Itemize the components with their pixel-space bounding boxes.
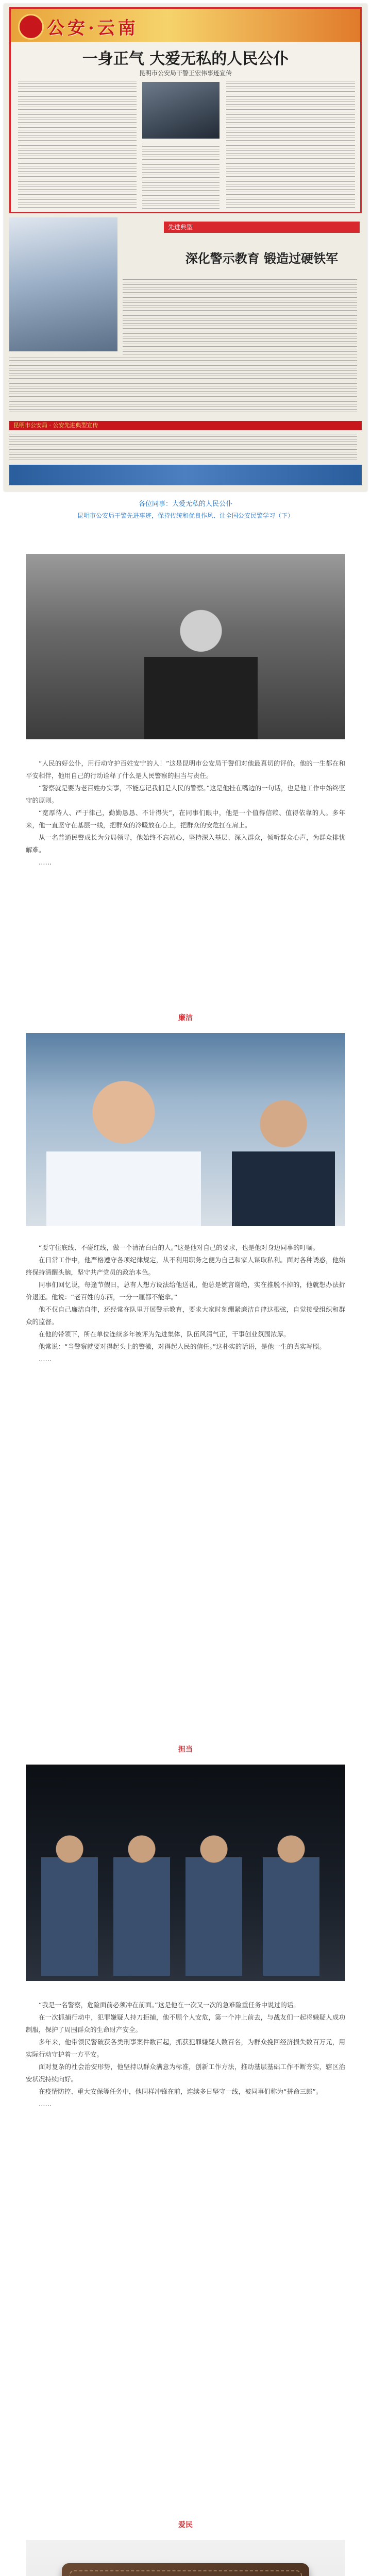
caption-title: 各位同事：大爱无私的人民公仆: [138, 500, 232, 508]
newspaper-front-page: [9, 7, 362, 213]
paragraph: 多年来，他带领民警破获各类刑事案件数百起，抓获犯罪嫌疑人数百名，为群众挽回经济损失数百万元，用实际行动守护着一方平安。: [26, 2038, 345, 2058]
newspaper-column: [123, 279, 357, 357]
paragraph: 在疫情防控、重大安保等任务中，他同样冲锋在前，连续多日坚守一线，被同事们称为“拼命三郎”。: [39, 2088, 323, 2095]
newspaper-column: [9, 434, 357, 462]
wallet-photo: [26, 2540, 345, 2576]
paragraph: 他不仅自己廉洁自律，还经常在队里开展警示教育，要求大家时刻绷紧廉洁自律这根弦，自觉接受组织和群众的监督。: [26, 1306, 345, 1326]
caption-subtitle: 昆明市公安局干警先进事迹，保持传统和优良作风、让全国公安民警学习（下）: [77, 512, 294, 519]
article-section-2: [26, 1242, 345, 1365]
newspaper-image: [4, 4, 367, 491]
section-label: 爱民: [178, 2521, 193, 2529]
wallet-stitching: [69, 2570, 302, 2576]
paragraph: “要守住底线、不碰红线，做一个清清白白的人。”这是他对自己的要求，也是他对身边同事的叮嘱。: [39, 1244, 319, 1251]
newspaper-column: [9, 358, 357, 414]
paragraph: “警察就是要为老百姓办实事，不能忘记我们是人民的警察。”这是他挂在嘴边的一句话，也是他工作中始终坚守的原则。: [26, 784, 345, 804]
meeting-photo: [26, 1033, 345, 1226]
paragraph: ……: [39, 2100, 52, 2108]
newspaper-photo-large: [9, 217, 117, 351]
officer-figure: [185, 1821, 242, 1976]
newspaper-column: [18, 81, 137, 210]
section-label: 担当: [178, 1745, 193, 1754]
newspaper-red-bar: [9, 421, 362, 430]
officer-figure: [144, 600, 258, 739]
paragraph: ……: [39, 858, 52, 866]
paragraph: ……: [39, 1355, 52, 1363]
officer-figure: [46, 1074, 201, 1226]
article-section-1: [26, 757, 345, 869]
article-section-3: [26, 1999, 345, 2110]
newspaper-column: [142, 144, 220, 210]
portrait-photo: [26, 554, 345, 739]
newspaper-column: [226, 81, 355, 210]
paragraph: 在他的带领下，所在单位连续多年被评为先进集体，队伍风清气正，干事创业氛围浓厚。: [39, 1330, 290, 1338]
paragraph: 在一次抓捕行动中，犯罪嫌疑人持刀拒捕，他不顾个人安危，第一个冲上前去，与战友们一起将嫌疑人成功制服，保护了周围群众的生命财产安全。: [26, 2013, 345, 2033]
night-patrol-photo: [26, 1765, 345, 1981]
newspaper-red-bar-text: 昆明市公安局 · 公安先进典型宣传: [13, 422, 98, 429]
newspaper-headline: 一身正气 大爱无私的人民公仆: [82, 50, 289, 68]
paragraph: “我是一名警察，危险面前必须冲在前面。”这是他在一次又一次的急难险重任务中说过的话。: [39, 2001, 300, 2009]
newspaper-photo: [142, 82, 220, 139]
newspaper-footer-banner: [9, 465, 362, 485]
officer-figure: [113, 1821, 170, 1976]
paragraph: 在日常工作中，他严格遵守各项纪律规定，从不利用职务之便为自己和家人谋取私利。面对各种诱惑，他始终保持清醒头脑，坚守共产党员的政治本色。: [26, 1256, 345, 1276]
paragraph: “宽厚待人、严于律己，勤勤恳恳、不计得失”，在同事们眼中，他是一个值得信赖、值得依靠的人。多年来，他一直坚守在基层一线，把群众的冷暖放在心上，把群众的安危扛在肩上。: [26, 809, 345, 829]
newspaper-headline-secondary: 深化警示教育 锻造过硬铁军: [185, 251, 339, 266]
wallet-icon: [62, 2563, 309, 2576]
officer-figure: [263, 1821, 319, 1976]
newspaper-banner: [11, 9, 360, 42]
newspaper-section-tag: 先进典型: [164, 222, 360, 233]
paragraph: 他常说：“当警察就要对得起头上的警徽，对得起人民的信任。”这朴实的话语，是他一生的真实写照。: [39, 1343, 326, 1350]
newspaper-inner-page: [9, 217, 362, 485]
paragraph: “人民的好公仆，用行动守护百姓安宁的人！”这是昆明市公安局干警们对他最真切的评价。他的一生都在和平安相伴，他用自己的行动诠释了什么是人民警察的担当与责任。: [26, 759, 345, 779]
officer-figure: [41, 1821, 98, 1976]
officer-figure: [232, 1090, 335, 1226]
police-badge-icon: [18, 14, 44, 40]
paragraph: 从一名普通民警成长为分局领导，他始终不忘初心，坚持深入基层、深入群众，倾听群众心声，为群众排忧解难。: [26, 834, 345, 854]
newspaper-banner-title: 公安·云南: [47, 18, 139, 39]
paragraph: 同事们回忆说，每逢节假日，总有人想方设法给他送礼，他总是婉言谢绝，实在推脱不掉的，他就想办法折价退还。他说：“老百姓的东西，一分一厘都不能拿。”: [26, 1281, 345, 1301]
section-label: 廉洁: [178, 1014, 193, 1022]
newspaper-subhead: 昆明市公安局干警王宏伟事迹宣传: [139, 70, 232, 77]
paragraph: 面对复杂的社会治安形势，他坚持以群众满意为标准，创新工作方法，推动基层基础工作不断夯实，辖区治安状况持续向好。: [26, 2063, 345, 2083]
